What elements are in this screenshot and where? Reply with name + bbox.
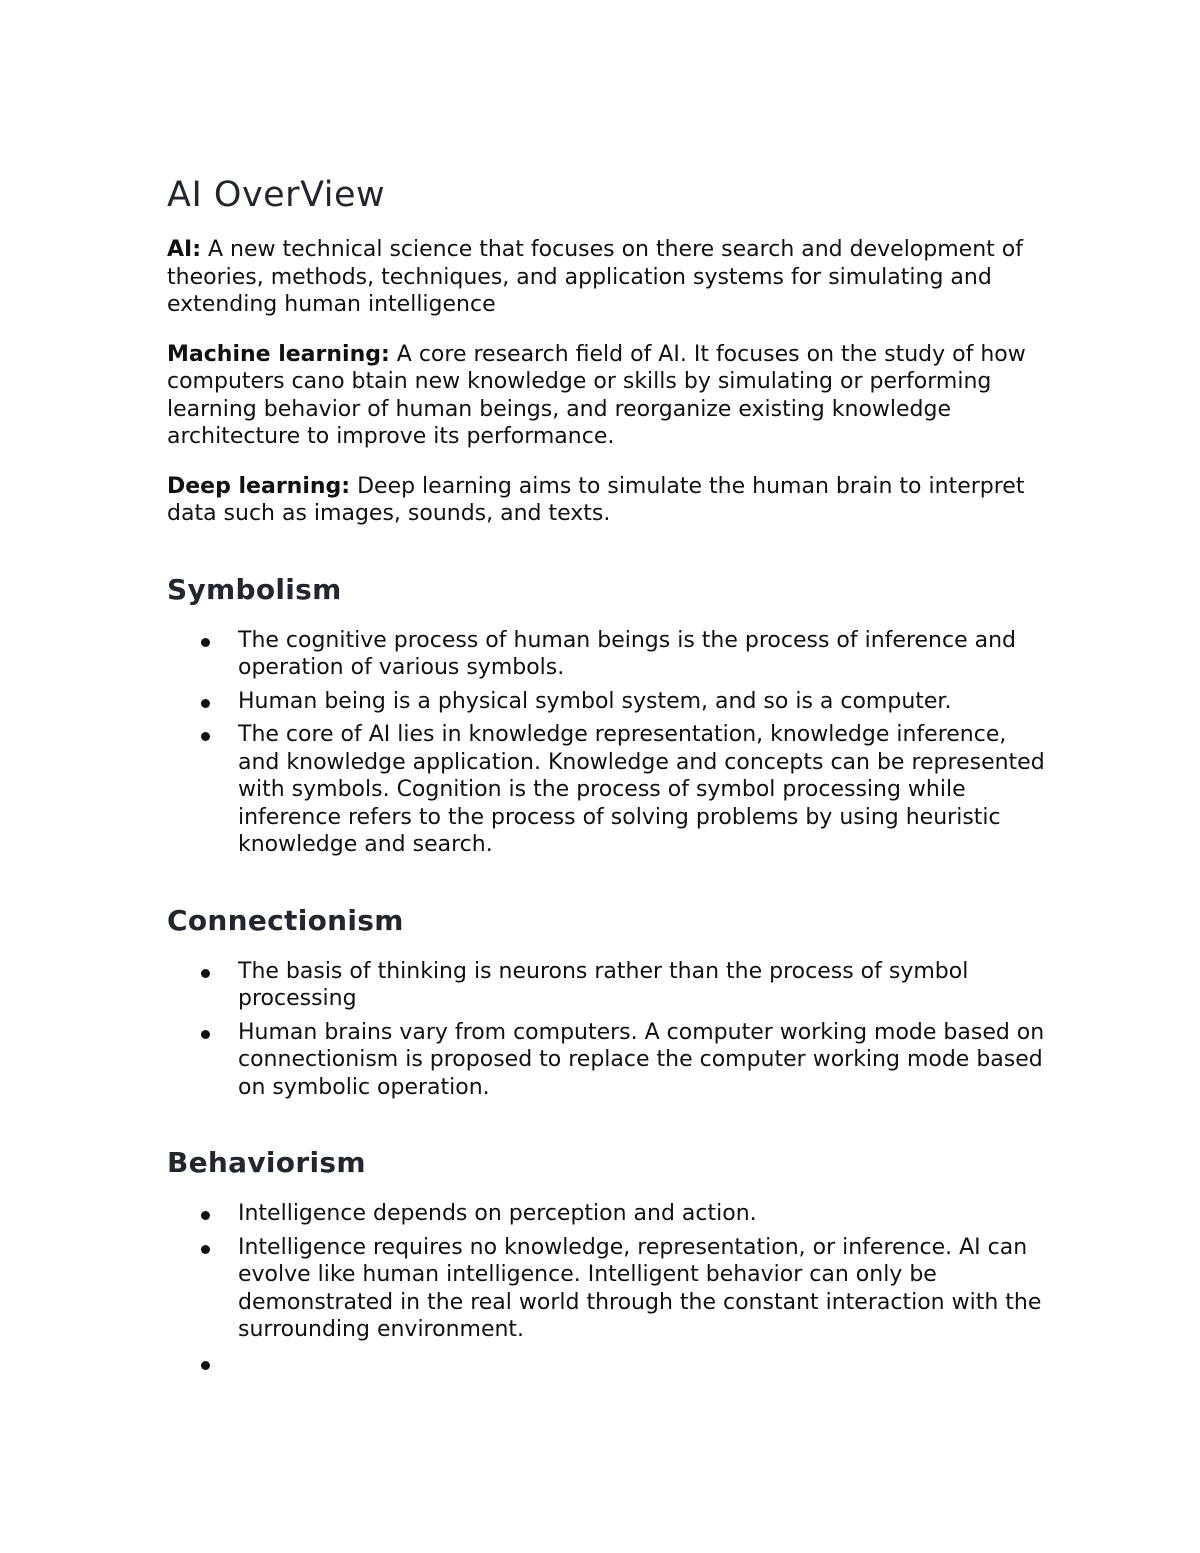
- list-item-text: Human being is a physical symbol system, and so is a computer.: [238, 688, 952, 714]
- list-item: [167, 1200, 1050, 1228]
- bullet-icon: [201, 732, 210, 741]
- document-title: AI OverView: [167, 175, 386, 215]
- list-item: [167, 688, 1050, 716]
- bullet-icon: [201, 1211, 210, 1220]
- definition-text: Deep learning aims to simulate the human brain to interpret data such as images, sounds, and texts.: [167, 473, 1025, 526]
- list-item: [167, 627, 1050, 682]
- bullet-list-symbolism: [167, 627, 1050, 859]
- section-heading-symbolism: Symbolism: [167, 572, 342, 606]
- bullet-icon: [201, 1361, 210, 1370]
- definition-text: A core research field of AI. It focuses on the study of how computers cano btain new knowledge or skills by simulating or performing learning behavior of human beings, and reorganize existing knowledge architecture to improve its performance.: [167, 341, 1026, 449]
- list-item: [167, 1234, 1050, 1344]
- definition-term: Machine learning:: [167, 341, 390, 367]
- definition-term: AI:: [167, 237, 202, 262]
- list-item-text: The basis of thinking is neurons rather than the process of symbol processing: [238, 958, 969, 1011]
- definition-ai: [167, 236, 1050, 319]
- bullet-list-connectionism: [167, 958, 1050, 1102]
- list-item-text: Human brains vary from computers. A computer working mode based on connectionism is proposed to replace the computer working mode based on symbolic operation.: [238, 1019, 1045, 1100]
- list-item-text: Intelligence requires no knowledge, representation, or inference. AI can evolve like human intelligence. Intelligent behavior can only be demonstrated in the real world through the constant interaction with the surrounding environment.: [238, 1234, 1042, 1342]
- definition-term: Deep learning:: [167, 473, 351, 499]
- list-item-text: The cognitive process of human beings is the process of inference and operation of various symbols.: [238, 627, 1017, 680]
- bullet-icon: [201, 638, 210, 647]
- section-heading-connectionism: Connectionism: [167, 903, 404, 937]
- bullet-list-behaviorism: [167, 1200, 1050, 1377]
- list-item: [167, 1019, 1050, 1102]
- list-item: [167, 721, 1050, 859]
- bullet-icon: [201, 969, 210, 978]
- bullet-icon: [201, 1030, 210, 1039]
- definition-text: A new technical science that focuses on there search and development of theories, methods, techniques, and application systems for simulating and extending human intelligence: [167, 237, 1023, 317]
- list-item-text: Intelligence depends on perception and action.: [238, 1201, 757, 1226]
- bullet-icon: [201, 699, 210, 708]
- definition-deep-learning: [167, 473, 1050, 528]
- bullet-icon: [201, 1245, 210, 1254]
- list-item: [167, 958, 1050, 1013]
- definition-machine-learning: [167, 341, 1050, 451]
- section-heading-behaviorism: Behaviorism: [167, 1146, 366, 1179]
- list-item-text: The core of AI lies in knowledge representation, knowledge inference, and knowledge application. Knowledge and concepts can be represented with symbols. Cognition is the process of symbol processing while inference refers to the process of solving problems by using heuristic knowledge and search.: [238, 722, 1045, 857]
- list-item-empty: [167, 1350, 1050, 1378]
